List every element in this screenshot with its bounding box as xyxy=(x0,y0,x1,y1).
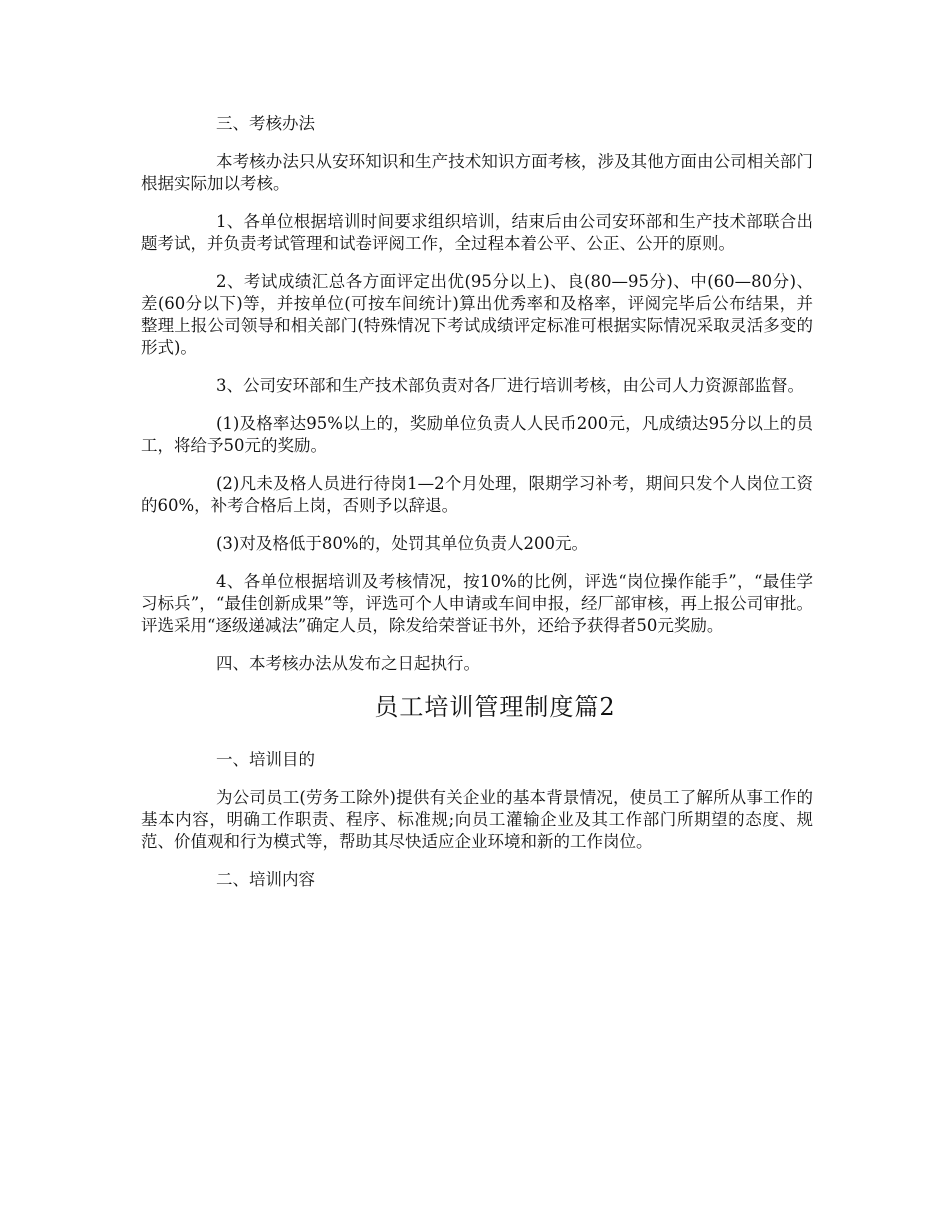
paragraph-subitem-1: (1)及格率达95%以上的，奖励单位负责人人民币200元，凡成绩达95分以上的员工，将给予50元的奖励。 xyxy=(141,414,813,455)
paragraph-effective-date: 四、本考核办法从发布之日起执行。 xyxy=(216,654,480,673)
paragraph-item-1: 1、各单位根据培训时间要求组织培训，结束后由公司安环部和生产技术部联合出题考试，并负责考试管理和试卷评阅工作，全过程本着公平、公正、公开的原则。 xyxy=(141,212,813,253)
paragraph-item-4: 4、各单位根据培训及考核情况，按10%的比例，评选“岗位操作能手”，“最佳学习标兵”，“最佳创新成果”等，评选可个人申请或车间申报，经厂部审核，再上报公司审批。评选采用“逐级递减法”确定人员，除发给荣誉证书外，还给予获得者50元奖励。 xyxy=(141,572,813,635)
section-title: 员工培训管理制度篇2 xyxy=(374,693,616,721)
paragraph-item-3: 3、公司安环部和生产技术部负责对各厂进行培训考核，由公司人力资源部监督。 xyxy=(216,376,804,395)
section-heading-assessment-method: 三、考核办法 xyxy=(216,114,315,133)
section-heading-training-purpose: 一、培训目的 xyxy=(216,750,315,769)
section-heading-training-content: 二、培训内容 xyxy=(216,870,315,889)
document-body xyxy=(141,113,813,907)
paragraph-subitem-3: (3)对及格低于80%的，处罚其单位负责人200元。 xyxy=(216,534,589,553)
paragraph-training-purpose: 为公司员工(劳务工除外)提供有关企业的基本背景情况，使员工了解所从事工作的基本内容，明确工作职责、程序、标准规;向员工灌输企业及其工作部门所期望的态度、规范、价值观和行为模式等，帮助其尽快适应企业环境和新的工作岗位。 xyxy=(141,788,813,851)
paragraph-item-2: 2、考试成绩汇总各方面评定出优(95分以上)、良(80—95分)、中(60—80分)、差(60分以下)等，并按单位(可按车间统计)算出优秀率和及格率，评阅完毕后公布结果，并整理上报公司领导和相关部门(特殊情况下考试成绩评定标准可根据实际情况采取灵活多变的形式)。 xyxy=(141,272,813,357)
paragraph-assessment-scope: 本考核办法只从安环知识和生产技术知识方面考核，涉及其他方面由公司相关部门根据实际加以考核。 xyxy=(141,152,813,193)
paragraph-subitem-2: (2)凡未及格人员进行待岗1—2个月处理，限期学习补考，期间只发个人岗位工资的60%，补考合格后上岗，否则予以辞退。 xyxy=(141,474,813,515)
